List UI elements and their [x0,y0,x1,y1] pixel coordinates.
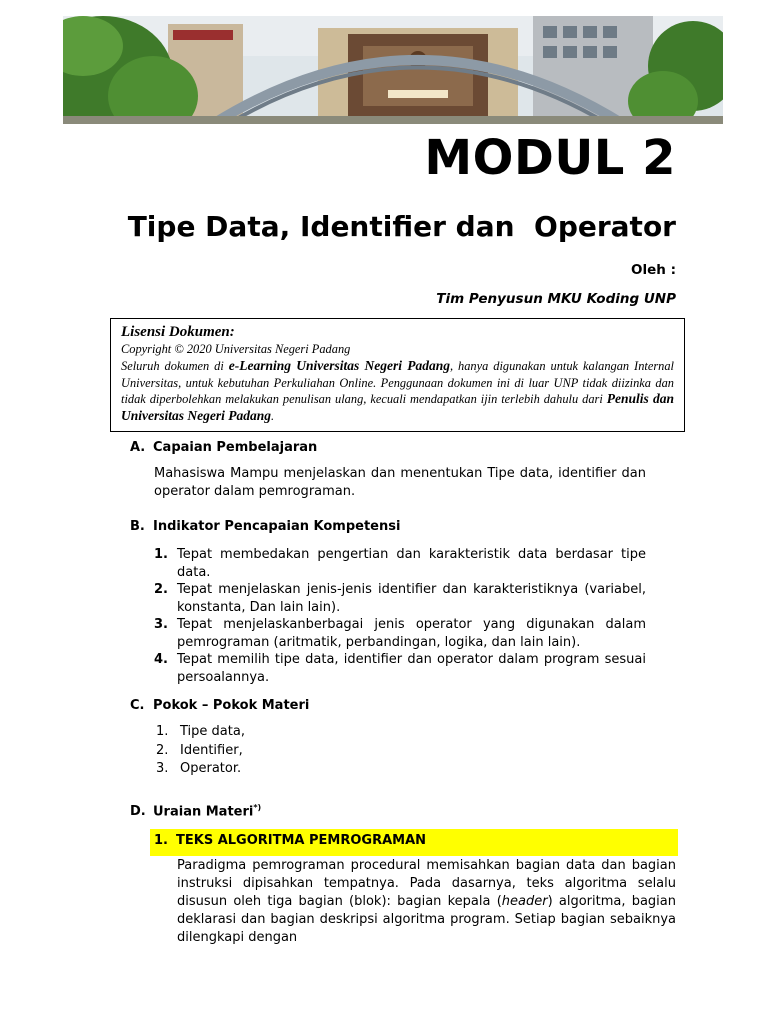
license-text-part: , hanya digunakan untuk kalangan Internal Universitas, untuk kebutuhan Perkuliahan Online. Penggunaan dokumen ini di luar UNP tidak diizinka dan tidak diperbolehkan melakukan penulisan ulang, kecuali mendapatkan ijin terlebih dahulu dari [121,358,674,407]
list-number: 1. [154,547,168,562]
section-letter: C. [130,698,145,713]
section-title: Capaian Pembelajaran [153,440,318,455]
section-b-heading [130,519,400,534]
license-emphasis: e-Learning Universitas Negeri Padang [228,357,450,373]
subsection-number: 1. [154,833,168,848]
list-text: Tepat membedakan pengertian dan karakteristik data berdasar tipe data. [177,547,646,580]
section-d-heading [130,803,261,819]
section-d-body [177,857,676,947]
header-banner-image [63,16,723,124]
license-box [110,318,685,432]
author-name: Tim Penyusun MKU Koding UNP [436,291,676,307]
license-text [121,358,674,425]
section-title: Pokok – Pokok Materi [153,698,310,713]
list-number: 2. [156,742,169,758]
subsection-title: TEKS ALGORITMA PEMROGRAMAN [176,833,427,848]
section-c-heading [130,698,309,713]
list-item [154,651,646,686]
material-list [156,723,245,779]
module-subtitle: Tipe Data, Identifier dan Operator [127,210,676,243]
list-item [154,546,646,581]
list-number: 1. [156,724,169,739]
list-item [154,616,646,651]
section-letter: D. [130,804,146,820]
license-title: Lisensi Dokumen: [121,324,235,340]
body-text-part: Paradigma pemrograman procedural memisahkan bagian data dan bagian instruksi dipisahkan tempatnya. Pada dasarnya, teks algoritma selalu disusun oleh tiga bagian (blok): bagian kepala ( [177,858,676,909]
list-item [156,760,245,779]
section-letter: A. [130,440,146,455]
list-number: 4. [154,652,168,667]
competency-list [154,546,646,686]
license-text-part: Seluruh dokumen di [121,358,229,373]
list-text: Identifier, [180,742,243,758]
list-text: Tepat menjelaskanberbagai jenis operator yang digunakan dalam pemrograman (aritmatik, perbandingan, logika, dan lain lain). [177,617,646,650]
section-a-body: Mahasiswa Mampu menjelaskan dan menentukan Tipe data, identifier dan operator dalam pemrograman. [154,466,646,499]
subsection-heading [154,833,426,848]
body-text-part: ) algoritma, bagian deklarasi dan bagian deskripsi algoritma program. Setiap bagian sebaiknya dilengkapi dengan [177,894,676,945]
section-title: Uraian Materi [153,804,254,820]
footnote-marker: *) [253,803,262,812]
license-copyright: Copyright © 2020 Universitas Negeri Padang [121,342,351,356]
list-item [156,742,245,761]
list-text: Tepat memilih tipe data, identifier dan operator dalam program sesuai persoalannya. [177,652,646,685]
by-label: Oleh : [631,262,676,278]
section-a-heading [130,440,317,455]
list-text: Tipe data, [180,724,245,739]
list-number: 2. [154,582,168,597]
body-emphasis: header [501,894,548,909]
list-number: 3. [156,761,169,776]
section-letter: B. [130,519,145,534]
license-emphasis: Penulis dan Universitas Negeri Padang [121,391,674,424]
license-text-part: . [271,409,275,424]
list-number: 3. [154,617,168,632]
list-item [154,581,646,616]
module-title: MODUL 2 [424,130,676,186]
list-text: Operator. [180,761,242,776]
list-item [156,723,245,742]
list-text: Tepat menjelaskan jenis-jenis identifier dan karakteristiknya (variabel, konstanta, Dan lain lain). [177,582,646,615]
section-title: Indikator Pencapaian Kompetensi [153,519,401,534]
